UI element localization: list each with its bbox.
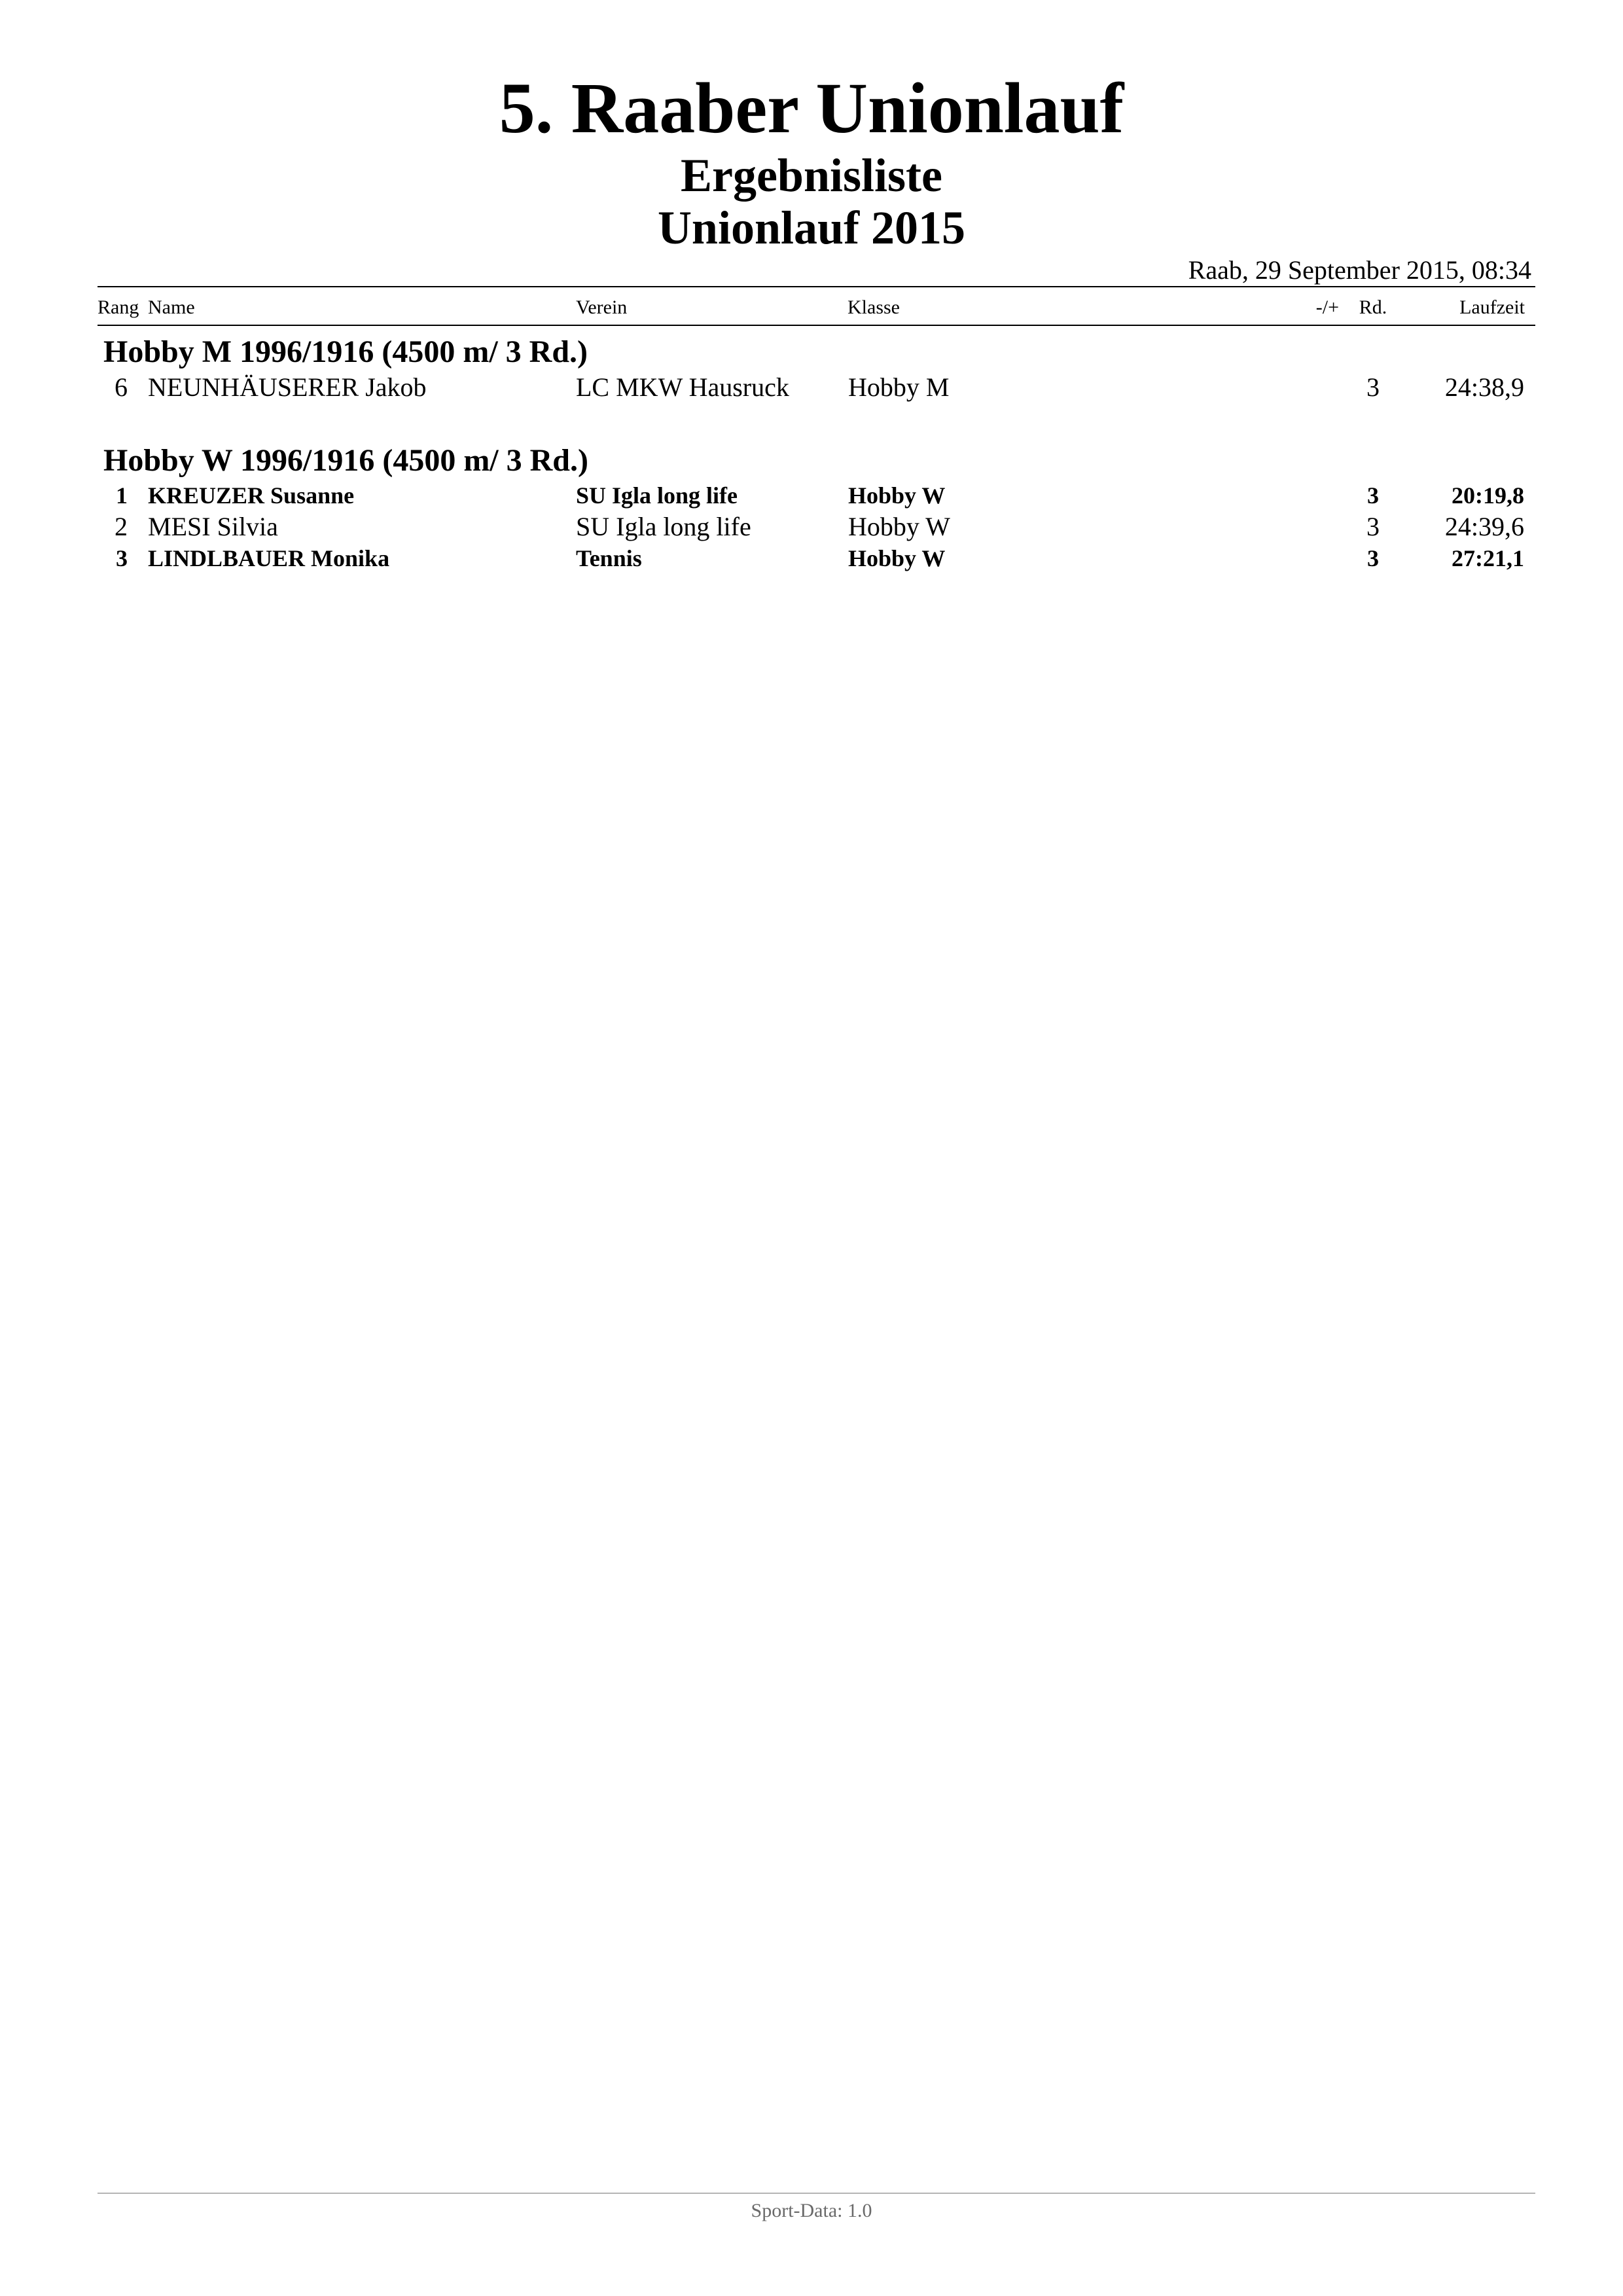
result-rang: 6 bbox=[115, 372, 128, 402]
result-klasse: Hobby W bbox=[848, 482, 946, 509]
result-laufzeit: 20:19,8 bbox=[1452, 482, 1524, 509]
result-row bbox=[0, 543, 1623, 574]
footer-text: Sport-Data: 1.0 bbox=[751, 2200, 872, 2221]
result-verein: SU Igla long life bbox=[576, 482, 738, 509]
place-date: Raab, 29 September 2015, 08:34 bbox=[1188, 255, 1531, 285]
result-klasse: Hobby W bbox=[848, 512, 950, 541]
result-rang: 3 bbox=[116, 545, 128, 571]
result-rang: 2 bbox=[115, 512, 128, 541]
result-rd: 3 bbox=[1367, 545, 1379, 571]
result-row bbox=[0, 511, 1623, 543]
result-laufzeit: 24:39,6 bbox=[1444, 512, 1524, 541]
column-header-plus-minus: -/+ bbox=[1315, 296, 1339, 318]
column-header-klasse: Klasse bbox=[847, 296, 900, 318]
result-klasse: Hobby M bbox=[848, 372, 950, 402]
result-rd: 3 bbox=[1366, 512, 1380, 541]
result-name: NEUNHÄUSERER Jakob bbox=[148, 372, 427, 402]
header-top-rule bbox=[98, 286, 1535, 287]
column-header-rang: Rang bbox=[98, 296, 139, 318]
column-header-rd: Rd. bbox=[1359, 296, 1387, 318]
page-title: 5. Raaber Unionlauf bbox=[499, 68, 1124, 148]
result-name: MESI Silvia bbox=[148, 512, 278, 541]
result-name: LINDLBAUER Monika bbox=[148, 545, 390, 571]
result-row bbox=[0, 372, 1623, 403]
event-title: Unionlauf 2015 bbox=[657, 202, 966, 254]
column-header-name: Name bbox=[148, 296, 195, 318]
result-rd: 3 bbox=[1367, 482, 1379, 509]
column-header-laufzeit: Laufzeit bbox=[1459, 296, 1525, 318]
column-header-verein: Verein bbox=[576, 296, 628, 318]
result-row bbox=[0, 480, 1623, 511]
group-title-hobby-m: Hobby M 1996/1916 (4500 m/ 3 Rd.) bbox=[103, 334, 588, 369]
result-klasse: Hobby W bbox=[848, 545, 946, 571]
group-title-hobby-w: Hobby W 1996/1916 (4500 m/ 3 Rd.) bbox=[103, 443, 588, 478]
result-verein: Tennis bbox=[576, 545, 642, 571]
result-name: KREUZER Susanne bbox=[148, 482, 355, 509]
result-rang: 1 bbox=[116, 482, 128, 509]
result-verein: LC MKW Hausruck bbox=[576, 372, 789, 402]
result-laufzeit: 27:21,1 bbox=[1452, 545, 1524, 571]
header-bottom-rule bbox=[98, 325, 1535, 326]
result-laufzeit: 24:38,9 bbox=[1444, 372, 1524, 402]
footer-rule bbox=[98, 2193, 1535, 2194]
result-verein: SU Igla long life bbox=[576, 512, 751, 541]
result-rd: 3 bbox=[1366, 372, 1380, 402]
page-subtitle: Ergebnisliste bbox=[680, 149, 942, 202]
